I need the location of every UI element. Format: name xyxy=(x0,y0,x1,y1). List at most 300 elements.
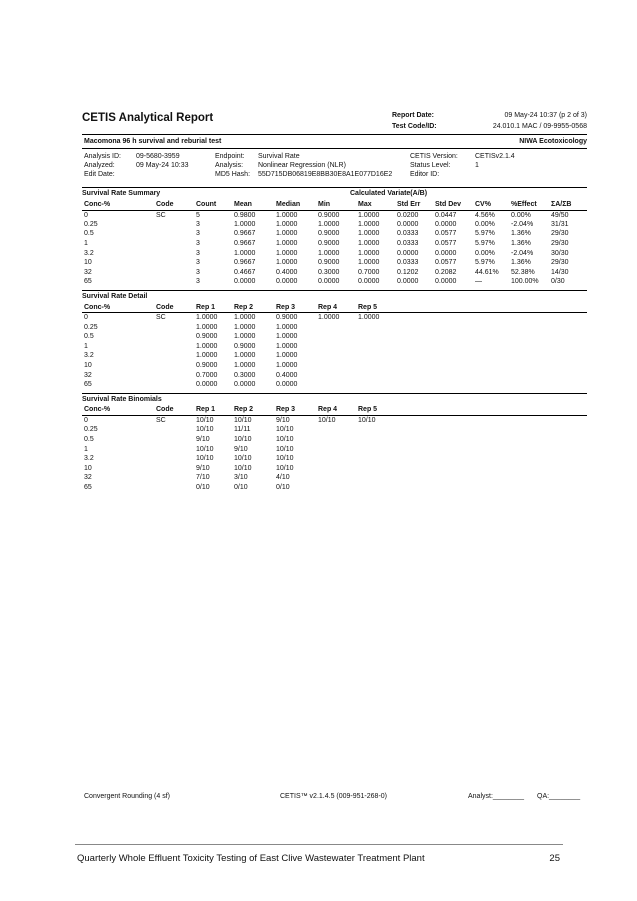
table-cell: 0.25 xyxy=(84,220,98,228)
binomials-column-header: Rep 4 xyxy=(318,406,338,414)
table-cell: 0.9000 xyxy=(318,230,340,238)
table-cell: 0.0333 xyxy=(397,259,419,267)
table-cell: 0 xyxy=(84,417,88,425)
table-cell: 0.4000 xyxy=(276,268,298,276)
table-cell: 3 xyxy=(196,268,200,276)
analyst-signature: Analyst:________ xyxy=(468,793,525,800)
analysis: Nonlinear Regression (NLR) xyxy=(258,162,346,169)
table-row xyxy=(82,248,587,258)
table-row xyxy=(82,322,587,332)
table-cell xyxy=(316,463,356,473)
table-cell: 0.3000 xyxy=(318,268,340,276)
table-cell: 1.36% xyxy=(511,240,531,248)
table-cell xyxy=(154,370,194,380)
table-cell: 5.97% xyxy=(475,230,495,238)
table-cell: 0.9000 xyxy=(234,342,256,350)
table-cell: 100.00% xyxy=(511,278,539,286)
table-spacer-cell xyxy=(395,425,587,435)
table-cell: 1.0000 xyxy=(276,342,298,350)
table-row xyxy=(82,268,587,278)
table-cell: 1.0000 xyxy=(358,249,380,257)
table-cell xyxy=(316,444,356,454)
status-level-label: Status Level: xyxy=(410,162,451,169)
table-cell: 1.0000 xyxy=(318,314,340,322)
table-cell xyxy=(356,463,395,473)
table-cell: 44.61% xyxy=(475,268,499,276)
table-cell: 0.4000 xyxy=(276,371,298,379)
summary-column-header: Mean xyxy=(234,200,252,208)
table-cell: 0.0000 xyxy=(397,278,419,286)
binomials-column-header: Rep 2 xyxy=(234,406,254,414)
table-cell xyxy=(316,454,356,464)
detail-column-header: Rep 2 xyxy=(234,303,254,311)
table-cell: 1.0000 xyxy=(358,314,380,322)
table-cell: 0.0000 xyxy=(276,278,298,286)
table-cell xyxy=(316,332,356,342)
lab-name: NIWA Ecotoxicology xyxy=(519,138,587,145)
table-cell: 0/30 xyxy=(551,278,565,286)
table-row xyxy=(82,351,587,361)
table-spacer-cell xyxy=(395,313,587,323)
table-cell xyxy=(154,277,194,287)
table-cell xyxy=(356,435,395,445)
report-date: 09 May-24 10:37 (p 2 of 3) xyxy=(504,112,587,119)
table-cell xyxy=(154,332,194,342)
table-cell: 11/11 xyxy=(234,426,251,434)
table-cell: 29/30 xyxy=(551,240,569,248)
table-cell: 5.97% xyxy=(475,240,495,248)
table-cell xyxy=(356,425,395,435)
table-cell: 10/10 xyxy=(234,435,252,443)
summary-column-header: Count xyxy=(196,200,217,208)
table-cell: 1.0000 xyxy=(276,362,298,370)
table-row xyxy=(82,435,587,445)
table-cell: 9/10 xyxy=(234,445,248,453)
table-spacer-cell xyxy=(395,483,587,493)
summary-column-header: Code xyxy=(156,200,174,208)
table-cell: 32 xyxy=(84,371,92,379)
table-cell: 1.36% xyxy=(511,259,531,267)
table-cell: 4/10 xyxy=(276,474,290,482)
table-cell: 1.0000 xyxy=(276,323,298,331)
table-cell: 0.0000 xyxy=(435,249,457,257)
table-row xyxy=(82,313,587,323)
table-row xyxy=(82,473,587,483)
table-cell: 1 xyxy=(84,342,88,350)
binomials-column-header: Rep 3 xyxy=(276,406,296,414)
table-cell: 1.0000 xyxy=(234,220,256,228)
table-spacer-cell xyxy=(395,473,587,483)
table-cell: 52.38% xyxy=(511,268,535,276)
binomials-section-head xyxy=(82,394,587,405)
table-cell: 0.3000 xyxy=(234,371,256,379)
table-cell: 3.2 xyxy=(84,455,94,463)
summary-section-head xyxy=(82,188,587,199)
table-cell: 10/10 xyxy=(276,445,294,453)
table-cell: 1.0000 xyxy=(234,314,256,322)
table-cell: 0.00% xyxy=(511,211,531,219)
test-code-row xyxy=(392,123,587,130)
table-cell xyxy=(356,444,395,454)
table-row xyxy=(82,239,587,249)
table-cell: 10/10 xyxy=(234,417,252,425)
table-cell: 5 xyxy=(196,211,200,219)
binomials-body xyxy=(82,416,587,493)
table-cell: 0.5 xyxy=(84,230,94,238)
table-cell: 0.0000 xyxy=(318,278,340,286)
table-cell xyxy=(154,444,194,454)
table-cell: 10 xyxy=(84,464,92,472)
table-spacer-cell xyxy=(395,380,587,390)
table-cell xyxy=(154,425,194,435)
table-cell: 30/30 xyxy=(551,249,569,257)
page-footer xyxy=(75,844,563,864)
table-cell: 4.56% xyxy=(475,211,495,219)
detail-spacer xyxy=(395,302,587,313)
table-cell: 0.7000 xyxy=(196,371,218,379)
analyzed: 09 May-24 10:33 xyxy=(136,162,189,169)
table-cell: 10/10 xyxy=(196,445,214,453)
table-spacer-cell xyxy=(395,342,587,352)
table-cell: 0.0447 xyxy=(435,211,457,219)
endpoint-label: Endpoint: xyxy=(215,153,245,160)
table-cell: 0/10 xyxy=(234,483,248,491)
table-row xyxy=(82,342,587,352)
table-cell: 10/10 xyxy=(234,464,252,472)
table-cell: -2.04% xyxy=(511,249,534,257)
summary-body xyxy=(82,210,587,287)
table-cell: 0/10 xyxy=(276,483,290,491)
table-cell: 1.0000 xyxy=(276,211,298,219)
page-footer-text: Quarterly Whole Effluent Toxicity Testing of East Clive Wastewater Treatment Plant xyxy=(77,853,425,864)
table-cell: 10 xyxy=(84,259,92,267)
table-cell: 0 xyxy=(84,314,88,322)
table-cell: — xyxy=(475,278,482,286)
table-cell: 1 xyxy=(84,240,88,248)
table-row xyxy=(82,220,587,230)
table-cell: 10/10 xyxy=(196,426,214,434)
binomials-title: Survival Rate Binomials xyxy=(82,395,162,403)
table-cell: 29/30 xyxy=(551,259,569,267)
table-cell: 1.0000 xyxy=(358,220,380,228)
summary-column-header: ΣA/ΣB xyxy=(551,200,572,208)
summary-title: Survival Rate Summary xyxy=(82,190,161,197)
table-cell: 10/10 xyxy=(276,455,294,463)
study-title: Macomona 96 h survival and reburial test xyxy=(84,138,222,145)
table-cell: 1 xyxy=(84,445,88,453)
table-cell xyxy=(356,473,395,483)
table-cell xyxy=(154,435,194,445)
table-cell: 10/10 xyxy=(318,417,336,425)
table-cell: 0.9667 xyxy=(234,259,256,267)
binomials-table xyxy=(82,405,587,493)
table-cell: 10/10 xyxy=(276,464,294,472)
summary-column-header: Std Dev xyxy=(435,200,462,208)
table-cell: 9/10 xyxy=(196,435,210,443)
table-cell: 0.9800 xyxy=(234,211,256,219)
table-cell: 3 xyxy=(196,220,200,228)
table-cell xyxy=(316,425,356,435)
table-cell: 10 xyxy=(84,362,92,370)
table-cell xyxy=(154,239,194,249)
detail-column-header: Rep 1 xyxy=(196,303,216,311)
table-cell: 0.0000 xyxy=(397,220,419,228)
table-cell: 1.0000 xyxy=(358,230,380,238)
table-spacer-cell xyxy=(395,454,587,464)
table-cell xyxy=(356,380,395,390)
summary-header-row xyxy=(82,199,587,210)
table-cell: 0.0000 xyxy=(234,381,256,389)
table-cell: 3 xyxy=(196,259,200,267)
table-cell xyxy=(154,342,194,352)
test-code-label: Test Code/ID: xyxy=(392,123,437,130)
table-cell: 0.0000 xyxy=(435,278,457,286)
table-row xyxy=(82,444,587,454)
analysis-id: 09-5680-3959 xyxy=(136,153,180,160)
table-cell: 1.0000 xyxy=(196,342,218,350)
summary-column-header: Max xyxy=(358,200,372,208)
table-spacer-cell xyxy=(395,416,587,426)
cetis-version: CETISv2.1.4 xyxy=(475,153,515,160)
table-cell: 1.0000 xyxy=(196,314,218,322)
analysis-id-label: Analysis ID: xyxy=(84,153,121,160)
summary-column-header: CV% xyxy=(475,200,491,208)
table-cell: 1.36% xyxy=(511,230,531,238)
table-cell: 9/10 xyxy=(276,417,290,425)
table-cell: 5.97% xyxy=(475,259,495,267)
analysis-info xyxy=(82,149,587,187)
table-cell xyxy=(316,322,356,332)
table-cell: 31/31 xyxy=(551,220,569,228)
analysis-label: Analysis: xyxy=(215,162,244,169)
table-row xyxy=(82,483,587,493)
binomials-spacer xyxy=(395,405,587,416)
table-cell xyxy=(356,483,395,493)
table-cell: 1.0000 xyxy=(276,333,298,341)
table-cell: 0.9000 xyxy=(276,314,298,322)
table-cell xyxy=(356,322,395,332)
summary-column-header: Conc-% xyxy=(84,200,111,208)
table-cell xyxy=(154,483,194,493)
table-cell: 1.0000 xyxy=(276,240,298,248)
table-cell: 29/30 xyxy=(551,230,569,238)
table-cell xyxy=(316,342,356,352)
detail-section-head xyxy=(82,291,587,302)
table-spacer-cell xyxy=(395,463,587,473)
table-cell: 1.0000 xyxy=(318,220,340,228)
table-cell: 1.0000 xyxy=(276,249,298,257)
table-cell: 1.0000 xyxy=(234,323,256,331)
table-cell: 65 xyxy=(84,483,92,491)
table-cell: 65 xyxy=(84,381,92,389)
table-spacer-cell xyxy=(395,322,587,332)
binomials-header-row xyxy=(82,405,587,416)
table-row xyxy=(82,380,587,390)
table-cell: 0.0000 xyxy=(435,220,457,228)
table-cell: SC xyxy=(156,417,166,425)
table-cell xyxy=(154,454,194,464)
table-cell xyxy=(154,220,194,230)
detail-column-header: Code xyxy=(156,303,174,311)
summary-column-header: Median xyxy=(276,200,301,208)
table-cell xyxy=(316,351,356,361)
table-cell: 0/10 xyxy=(196,483,210,491)
table-cell: 32 xyxy=(84,474,92,482)
table-row xyxy=(82,229,587,239)
table-row xyxy=(82,370,587,380)
qa-signature: QA:________ xyxy=(537,793,581,800)
cetis-version-note: CETIS™ v2.1.4.5 (009-951-268-0) xyxy=(280,793,387,800)
summary-column-header: Std Err xyxy=(397,200,421,208)
table-cell xyxy=(154,473,194,483)
table-cell: 1.0000 xyxy=(234,249,256,257)
table-cell: 0.0333 xyxy=(397,230,419,238)
table-cell: 0.0577 xyxy=(435,240,457,248)
table-cell xyxy=(154,248,194,258)
table-cell: 0.2082 xyxy=(435,268,457,276)
table-cell: 0.5 xyxy=(84,435,94,443)
table-cell: 1.0000 xyxy=(234,362,256,370)
detail-body xyxy=(82,313,587,390)
table-cell xyxy=(154,322,194,332)
table-cell: SC xyxy=(156,314,166,322)
table-cell: 0 xyxy=(84,211,88,219)
table-cell: 0.1202 xyxy=(397,268,419,276)
analytical-report xyxy=(82,108,587,492)
table-cell: 3.2 xyxy=(84,249,94,257)
table-spacer-cell xyxy=(395,332,587,342)
table-row xyxy=(82,416,587,426)
table-cell xyxy=(154,268,194,278)
summary-column-header: %Effect xyxy=(511,200,537,208)
table-cell: 0.25 xyxy=(84,323,98,331)
table-cell: 1.0000 xyxy=(358,211,380,219)
endpoint: Survival Rate xyxy=(258,153,300,160)
table-spacer-cell xyxy=(395,444,587,454)
table-cell: 0.25 xyxy=(84,426,98,434)
report-title: CETIS Analytical Report xyxy=(82,112,214,124)
table-cell: 7/10 xyxy=(196,474,210,482)
table-cell: 0.00% xyxy=(475,249,495,257)
table-cell: 32 xyxy=(84,268,92,276)
table-cell: 0.0000 xyxy=(358,278,380,286)
table-cell: 1.0000 xyxy=(318,249,340,257)
test-code: 24.010.1 MAC / 09-9955-0568 xyxy=(492,123,587,130)
cetis-version-label: CETIS Version: xyxy=(410,153,458,160)
table-cell: 10/10 xyxy=(276,435,294,443)
table-cell: 0.0000 xyxy=(196,381,218,389)
edit-date-label: Edit Date: xyxy=(84,171,115,178)
table-cell: 1.0000 xyxy=(276,220,298,228)
table-cell: 0.9000 xyxy=(318,240,340,248)
table-cell: 0.5 xyxy=(84,333,94,341)
table-cell: 0.0577 xyxy=(435,230,457,238)
table-cell: 1.0000 xyxy=(276,230,298,238)
table-cell xyxy=(316,361,356,371)
table-cell: SC xyxy=(156,211,166,219)
table-row xyxy=(82,361,587,371)
binomials-column-header: Rep 5 xyxy=(358,406,378,414)
report-date-row xyxy=(392,112,587,119)
table-cell xyxy=(316,380,356,390)
table-cell: 3 xyxy=(196,230,200,238)
table-cell xyxy=(154,258,194,268)
table-row xyxy=(82,463,587,473)
detail-column-header: Rep 3 xyxy=(276,303,296,311)
table-cell: 0.9000 xyxy=(318,211,340,219)
table-cell xyxy=(154,463,194,473)
detail-column-header: Rep 4 xyxy=(318,303,338,311)
table-cell: 3 xyxy=(196,278,200,286)
table-cell: 3 xyxy=(196,240,200,248)
detail-header-row xyxy=(82,302,587,313)
table-cell: 0.0000 xyxy=(397,249,419,257)
table-cell: 1.0000 xyxy=(234,333,256,341)
summary-subtitle: Calculated Variate(A/B) xyxy=(350,190,428,197)
table-cell: 0.0000 xyxy=(234,278,256,286)
analyzed-label: Analyzed: xyxy=(84,162,115,169)
table-cell: 10/10 xyxy=(196,455,214,463)
table-cell: 0.4667 xyxy=(234,268,256,276)
md5-label: MD5 Hash: xyxy=(215,171,251,178)
status-level: 1 xyxy=(475,162,479,169)
summary-table xyxy=(82,199,587,287)
table-cell: 10/10 xyxy=(276,426,294,434)
page-number: 25 xyxy=(549,853,560,864)
table-cell: 3.2 xyxy=(84,352,94,360)
table-cell xyxy=(316,370,356,380)
table-cell: 0.9667 xyxy=(234,230,256,238)
table-cell: 1.0000 xyxy=(234,352,256,360)
table-cell: 0.0000 xyxy=(276,381,298,389)
table-cell: 1.0000 xyxy=(196,352,218,360)
detail-column-header: Conc-% xyxy=(84,303,111,311)
table-cell xyxy=(154,380,194,390)
table-cell: 10/10 xyxy=(234,455,252,463)
table-row xyxy=(82,425,587,435)
table-cell: 49/50 xyxy=(551,211,569,219)
table-cell xyxy=(356,361,395,371)
table-cell xyxy=(356,351,395,361)
detail-table xyxy=(82,302,587,390)
binomials-column-header: Conc-% xyxy=(84,406,111,414)
editor-id-label: Editor ID: xyxy=(410,171,440,178)
table-cell: 0.9667 xyxy=(234,240,256,248)
report-date-label: Report Date: xyxy=(392,112,435,119)
table-spacer-cell xyxy=(395,351,587,361)
table-cell xyxy=(316,473,356,483)
table-cell: 0.0333 xyxy=(397,240,419,248)
table-spacer-cell xyxy=(395,370,587,380)
table-cell: 0.0200 xyxy=(397,211,419,219)
table-spacer-cell xyxy=(395,435,587,445)
table-row xyxy=(82,210,587,220)
binomials-column-header: Rep 1 xyxy=(196,406,216,414)
table-cell: 0.00% xyxy=(475,220,495,228)
table-row xyxy=(82,454,587,464)
table-spacer-cell xyxy=(395,361,587,371)
table-row xyxy=(82,258,587,268)
table-cell xyxy=(154,229,194,239)
detail-title: Survival Rate Detail xyxy=(82,292,148,300)
table-cell: 3 xyxy=(196,249,200,257)
binomials-column-header: Code xyxy=(156,406,174,414)
table-cell xyxy=(356,342,395,352)
table-cell xyxy=(356,454,395,464)
table-cell: 1.0000 xyxy=(276,259,298,267)
report-header xyxy=(82,108,587,134)
table-cell xyxy=(356,332,395,342)
